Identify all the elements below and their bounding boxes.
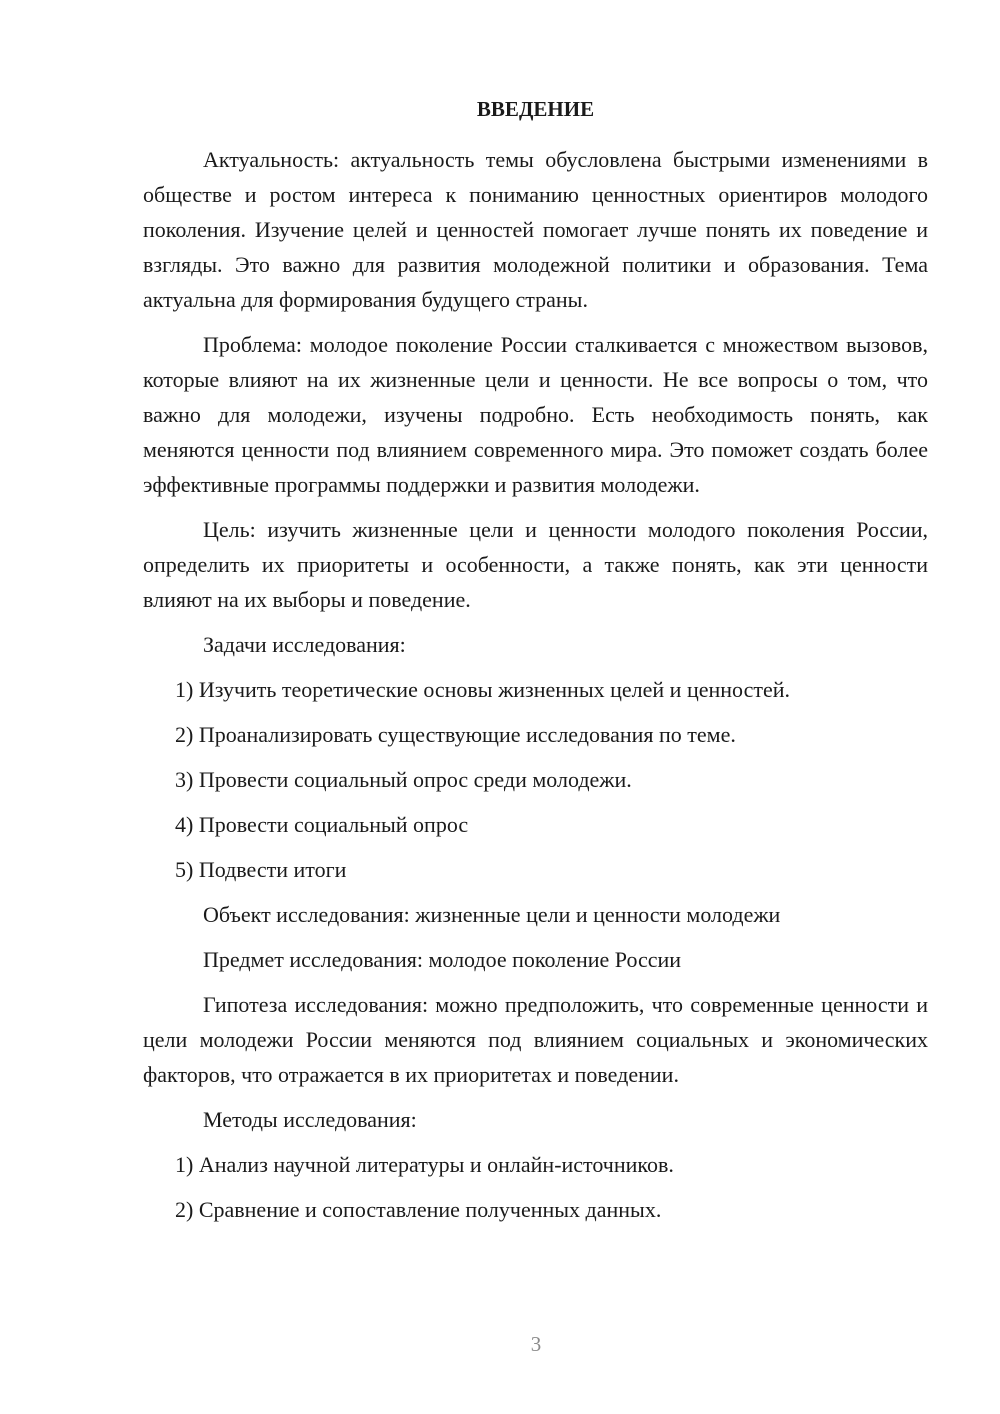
method-item-2: 2) Сравнение и сопоставление полученных данных. bbox=[175, 1197, 662, 1222]
tasks-heading: Задачи исследования: bbox=[203, 632, 406, 657]
task-item-2: 2) Проанализировать существующие исследования по теме. bbox=[175, 722, 736, 747]
methods-heading: Методы исследования: bbox=[203, 1107, 417, 1132]
page-number: 3 bbox=[530, 1332, 542, 1356]
method-item-1: 1) Анализ научной литературы и онлайн-источников. bbox=[175, 1152, 674, 1177]
subject-line: Предмет исследования: молодое поколение России bbox=[203, 947, 682, 972]
object-line: Объект исследования: жизненные цели и ценности молодежи bbox=[203, 902, 781, 927]
page-content bbox=[143, 92, 928, 1237]
task-item-5: 5) Подвести итоги bbox=[175, 857, 347, 882]
relevance-paragraph: Актуальность: актуальность темы обусловлена быстрыми изменениями в обществе и ростом интереса к пониманию ценностных ориентиров молодого поколения. Изучение целей и ценностей помогает лучше понять их поведение и взгляды. Это важно для развития молодежной политики и образования. Тема актуальна для формирования будущего страны. bbox=[143, 147, 928, 312]
task-item-4: 4) Провести социальный опрос bbox=[175, 812, 469, 837]
goal-paragraph: Цель: изучить жизненные цели и ценности молодого поколения России, определить их приоритеты и особенности, а также понять, как эти ценности влияют на их выборы и поведение. bbox=[143, 517, 928, 612]
task-item-3: 3) Провести социальный опрос среди молодежи. bbox=[175, 767, 632, 792]
task-item-1: 1) Изучить теоретические основы жизненных целей и ценностей. bbox=[175, 677, 790, 702]
section-title: ВВЕДЕНИЕ bbox=[476, 97, 595, 121]
hypothesis-paragraph: Гипотеза исследования: можно предположить, что современные ценности и цели молодежи России меняются под влиянием социальных и экономических факторов, что отражается в их приоритетах и поведении. bbox=[143, 992, 928, 1087]
problem-paragraph: Проблема: молодое поколение России сталкивается с множеством вызовов, которые влияют на их жизненные цели и ценности. Не все вопросы о том, что важно для молодежи, изучены подробно. Есть необходимость понять, как меняются ценности под влиянием современного мира. Это поможет создать более эффективные программы поддержки и развития молодежи. bbox=[143, 332, 928, 497]
